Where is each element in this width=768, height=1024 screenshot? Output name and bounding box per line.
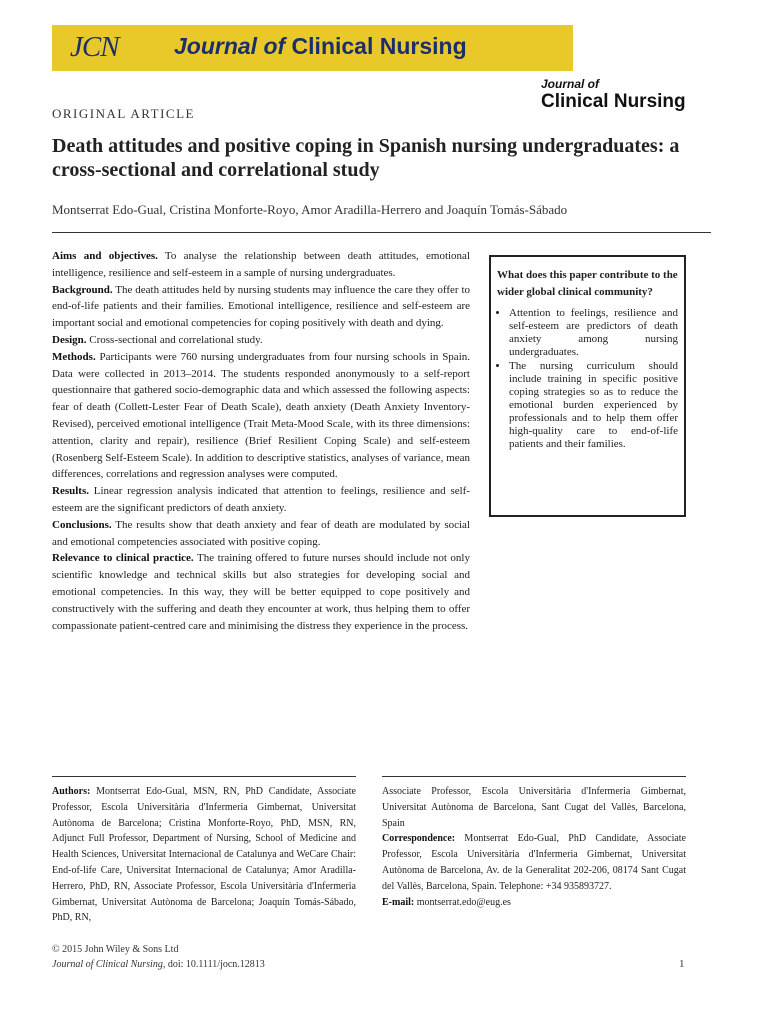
jcn-logo: JCN	[70, 31, 119, 63]
article-type: ORIGINAL ARTICLE	[52, 106, 195, 121]
banner-title-rest: Clinical Nursing	[285, 33, 467, 59]
abstract-methods: Methods. Participants were 760 nursing undergraduates from four nursing schools in Spain. Data were collected in 2013–2014. The students responded anonymously to a self-report questionnaire that gathered socio-demographic data and which assessed the following aspects: fear of death (Collett-Lester Fear of Death Scale), death anxiety (Death Anxiety Inventory-Revised), perceived emotional intelligence (Trait Meta-Mood Scale, with its three dimensions: attention, clarity and repair), resilience (Brief Resilient Coping Scale) and self-esteem (Rosenberg Self-Esteem Scale). In addition to descriptive statistics, analyses of variance, mean differences, correlations and regression analyses were computed.	[52, 350, 470, 481]
corner-journal-logo	[541, 78, 686, 111]
author-affiliations: Authors: Montserrat Edo-Gual, MSN, RN, PhD Candidate, Associate Professor, Escola Universitària d'Infermeria Gimbernat, Universitat Autònoma de Barcelona; Cristina Monforte-Royo, PhD, MSN, RN, Adjunct Full Professor, Department of Nursing, School of Medicine and Health Sciences, Universitat Internacional de Catalunya and WeCare Chair: End-of-life Care, Universitat Internacional de Catalunya; Amor Aradilla-Herrero, PhD, RN, Associate Professor, Escola Universitària d'Infermeria Gimbernat, Universitat Autònoma de Barcelona; Joaquín Tomás-Sábado, PhD, RN,	[52, 786, 356, 924]
correspondence: Correspondence: Montserrat Edo-Gual, PhD Candidate, Associate Professor, Escola Universitària d'Infermeria Gimbernat, Universitat Autònoma de Barcelona, Av. de la Generalitat 202-206, 08174 Sant Cugat del Vallès, Barcelona, Spain. Telephone: +34 935893727.	[382, 833, 686, 892]
corner-logo-line1: Journal of	[541, 77, 600, 91]
abstract	[52, 248, 470, 634]
contribution-list	[497, 307, 678, 451]
abstract-design: Design. Cross-sectional and correlational study.	[52, 333, 263, 346]
affiliation-text: Associate Professor, Escola Universitària d'Infermeria Gimbernat, Universitat Autònoma de Barcelona, Sant Cugat del Vallès, Barcelona, Spain	[382, 786, 686, 829]
citation	[52, 957, 265, 972]
article-title: Death attitudes and positive coping in Spanish nursing undergraduates: a cross-sectional and correlational study	[52, 135, 680, 181]
page-footer	[52, 942, 265, 972]
footnote-divider-right	[382, 776, 686, 777]
banner-title-italic: Journal of	[174, 33, 286, 59]
banner-cutout	[573, 25, 711, 71]
footnote-divider-left	[52, 776, 356, 777]
author-list: Montserrat Edo-Gual, Cristina Monforte-Royo, Amor Aradilla-Herrero and Joaquín Tomás-Sábado	[52, 202, 568, 217]
abstract-results: Results. Linear regression analysis indicated that attention to feelings, resilience and self-esteem are the significant predictors of death anxiety.	[52, 485, 470, 514]
contribution-bullet: • The nursing curriculum should include training in specific positive coping strategies so as to reduce the emotional burden experienced by professionals and to help them offer high-quality care to end-of-life patients and their families.	[509, 360, 678, 451]
copyright: © 2015 John Wiley & Sons Ltd	[52, 944, 179, 955]
abstract-conclusions: Conclusions. The results show that death anxiety and fear of death are modulated by social and emotional competencies associated with positive coping.	[52, 518, 470, 548]
affiliations-continued	[382, 784, 686, 910]
abstract-relevance: Relevance to clinical practice. The training offered to future nurses should include not only scientific knowledge and technical skills but also strategies for developing social and emotional competencies. In this way, they will be better equipped to cope positively and constructively with the suffering and death they encounter at work, thus helping them to offer compassionate patient-centred care and minimising the distress they experience in the process.	[52, 552, 470, 632]
banner-journal-title	[174, 33, 467, 60]
footer-doi: , doi: 10.1111/jocn.12813	[162, 959, 265, 970]
corner-logo-line2: Clinical Nursing	[541, 91, 686, 112]
abstract-aims: Aims and objectives. To analyse the relationship between death attitudes, emotional intelligence, resilience and self-esteem in a sample of nursing undergraduates.	[52, 250, 470, 279]
header-divider	[52, 232, 711, 233]
contribution-box-title: What does this paper contribute to the wider global clinical community?	[497, 269, 678, 298]
email-line: E-mail: montserrat.edo@eug.es	[382, 896, 511, 908]
page-number: 1	[679, 958, 685, 970]
contribution-box	[489, 255, 686, 517]
contribution-bullet: • Attention to feelings, resilience and self-esteem are predictors of death anxiety among nursing undergraduates.	[509, 307, 678, 359]
abstract-background: Background. The death attitudes held by nursing students may influence the care they offer to end-of-life patients and their families. Emotional intelligence, resilience and self-esteem are important social and emotional competencies for coping positively with death and dying.	[52, 283, 470, 330]
footer-journal: Journal of Clinical Nursing	[52, 959, 163, 970]
